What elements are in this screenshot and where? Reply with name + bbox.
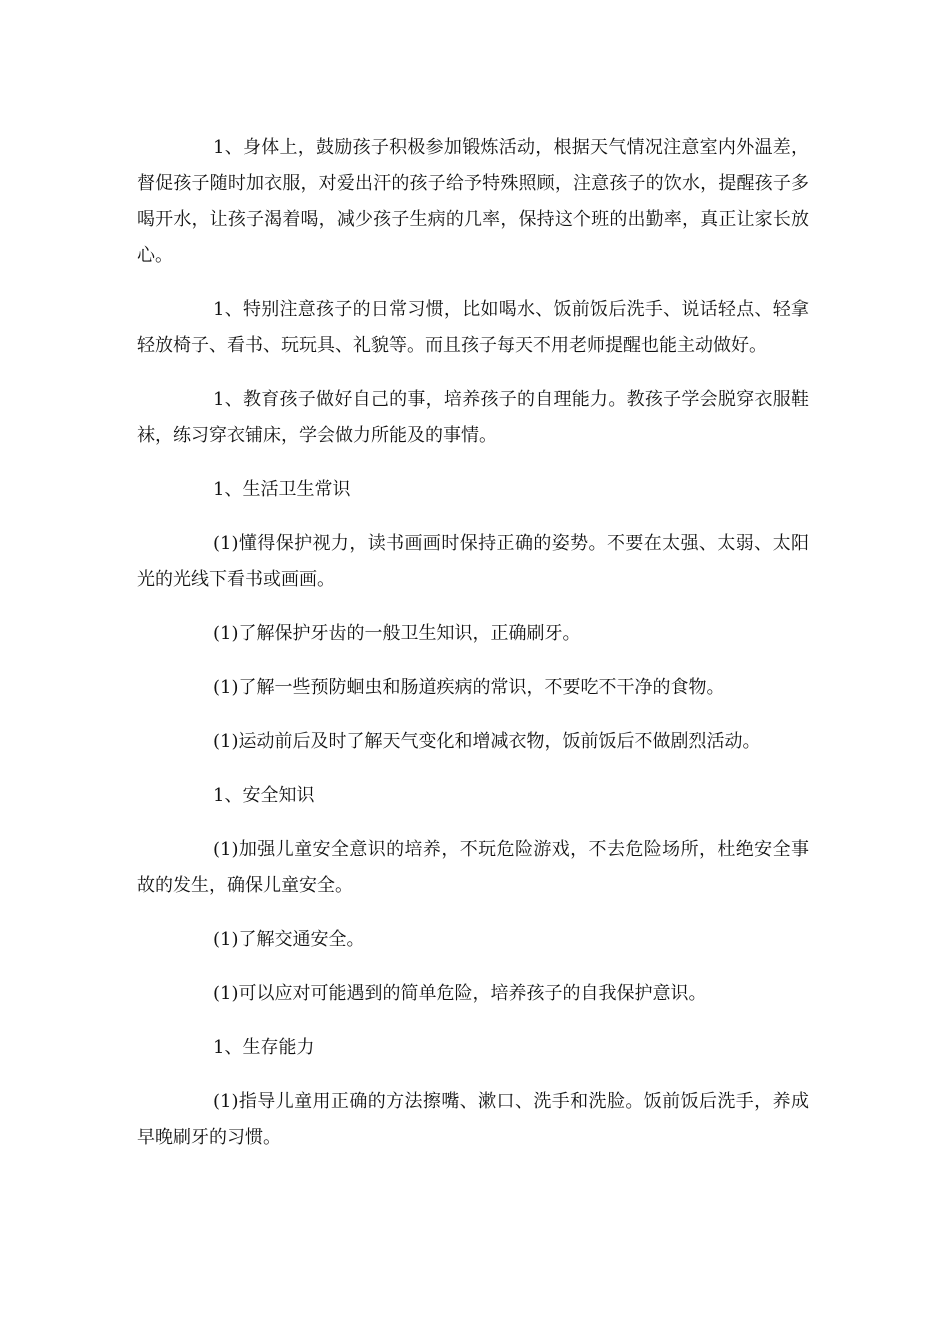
paragraph-daily-habits: 1、特别注意孩子的日常习惯，比如喝水、饭前饭后洗手、说话轻点、轻拿轻放椅子、看书、玩玩具、礼貌等。而且孩子每天不用老师提醒也能主动做好。 [137, 299, 809, 356]
paragraph-self-protection: (1)可以应对可能遇到的简单危险，培养孩子的自我保护意识。 [213, 983, 707, 1004]
paragraph-physical-health: 1、身体上，鼓励孩子积极参加锻炼活动，根据天气情况注意室内外温差，督促孩子随时加衣服，对爱出汗的孩子给予特殊照顾，注意孩子的饮水，提醒孩子多喝开水，让孩子渴着喝，减少孩子生病的几率，保持这个班的出勤率，真正让家长放心。 [137, 137, 809, 266]
paragraph-self-care: 1、教育孩子做好自己的事，培养孩子的自理能力。教孩子学会脱穿衣服鞋袜，练习穿衣铺床，学会做力所能及的事情。 [137, 389, 809, 446]
heading-safety-knowledge: 1、安全知识 [213, 785, 315, 806]
paragraph-exercise-clothing: (1)运动前后及时了解天气变化和增减衣物，饭前饭后不做剧烈活动。 [213, 731, 761, 752]
paragraph-protect-teeth: (1)了解保护牙齿的一般卫生知识，正确刷牙。 [213, 623, 581, 644]
paragraph-prevent-disease: (1)了解一些预防蛔虫和肠道疾病的常识，不要吃不干净的食物。 [213, 677, 725, 698]
paragraph-washing-habits: (1)指导儿童用正确的方法擦嘴、漱口、洗手和洗脸。饭前饭后洗手，养成早晚刷牙的习惯。 [137, 1091, 809, 1148]
heading-hygiene-knowledge: 1、生活卫生常识 [213, 479, 351, 500]
heading-survival-skills: 1、生存能力 [213, 1037, 315, 1058]
document-page [137, 130, 809, 1174]
paragraph-protect-vision: (1)懂得保护视力，读书画画时保持正确的姿势。不要在太强、太弱、太阳光的光线下看书或画画。 [137, 533, 809, 590]
paragraph-safety-awareness: (1)加强儿童安全意识的培养，不玩危险游戏，不去危险场所，杜绝安全事故的发生，确保儿童安全。 [137, 839, 809, 896]
paragraph-traffic-safety: (1)了解交通安全。 [213, 929, 365, 950]
